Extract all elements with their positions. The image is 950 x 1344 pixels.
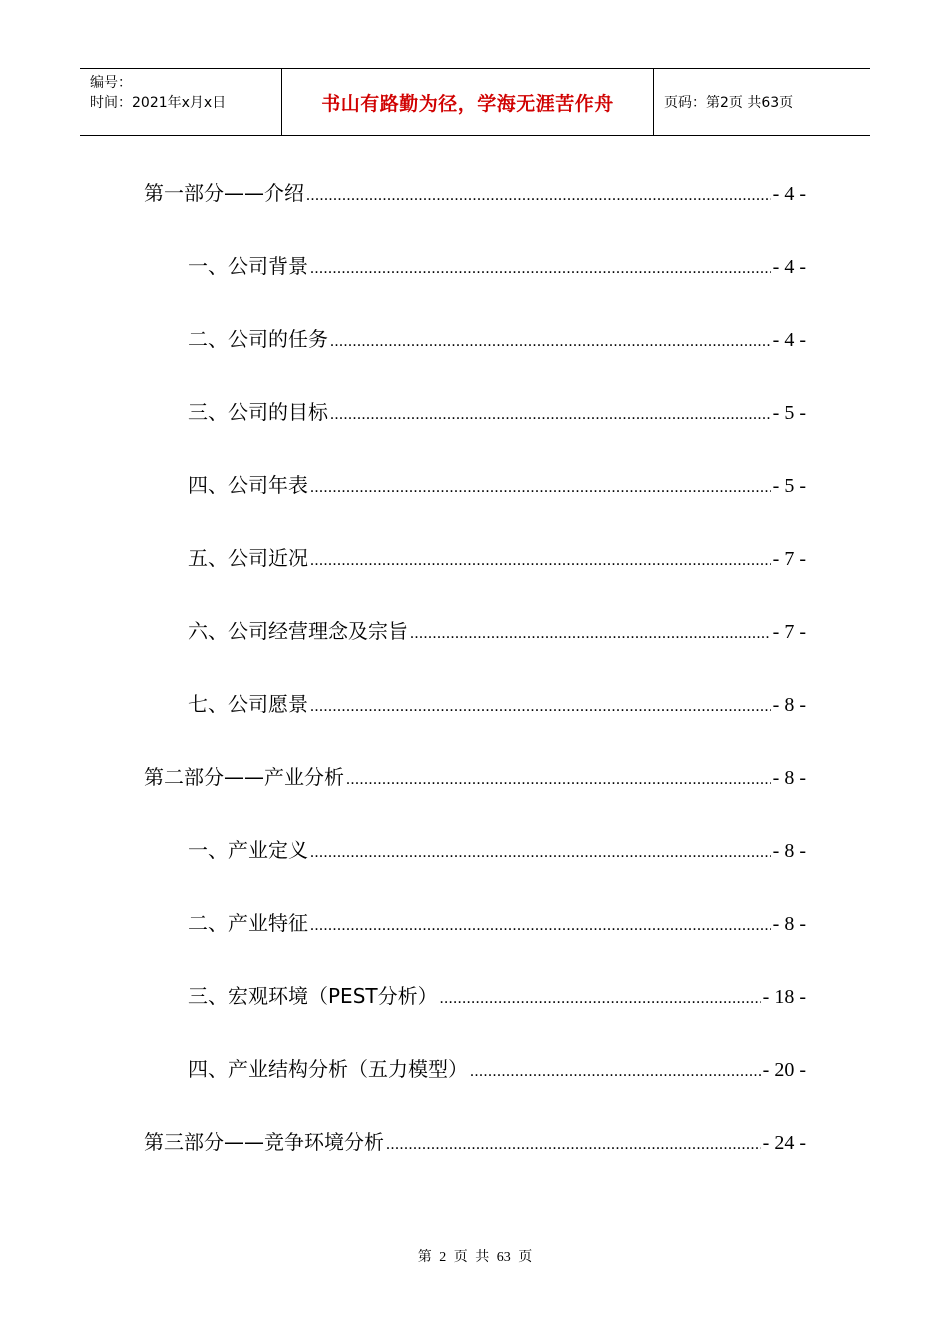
page-header	[80, 68, 870, 136]
toc-dot-leader	[310, 838, 771, 868]
toc-entry-title: 六、公司经营理念及宗旨	[188, 619, 408, 643]
toc-entry[interactable]	[188, 616, 806, 646]
toc-entry-page: - 24 -	[762, 1132, 806, 1154]
toc-entry-page: - 7 -	[772, 548, 806, 570]
toc-entry-title: 五、公司近况	[188, 546, 308, 570]
toc-entry-title: 三、公司的目标	[188, 400, 328, 424]
toc-entry[interactable]	[188, 324, 806, 354]
toc-entry-page: - 5 -	[772, 402, 806, 424]
toc-dot-leader	[440, 984, 761, 1014]
toc-entry[interactable]	[188, 835, 806, 865]
document-number-label: 编号：	[90, 75, 132, 91]
toc-dot-leader	[310, 692, 771, 722]
toc-entry-title: 一、产业定义	[188, 838, 308, 862]
toc-entry-page: - 18 -	[762, 986, 806, 1008]
toc-entry-page: - 8 -	[772, 840, 806, 862]
toc-entry-page: - 4 -	[772, 329, 806, 351]
toc-entry-page: - 20 -	[762, 1059, 806, 1081]
toc-dot-leader	[330, 327, 771, 357]
toc-entry-page: - 5 -	[772, 475, 806, 497]
toc-entry-page: - 4 -	[772, 183, 806, 205]
toc-entry-title: 二、公司的任务	[188, 327, 328, 351]
toc-entry-title: 二、产业特征	[188, 911, 308, 935]
toc-entry[interactable]	[188, 1054, 806, 1084]
toc-entry-page: - 8 -	[772, 767, 806, 789]
toc-entry[interactable]	[188, 908, 806, 938]
toc-dot-leader	[330, 400, 771, 430]
toc-dot-leader	[306, 181, 771, 211]
toc-entry[interactable]	[188, 470, 806, 500]
page-footer: 第 2 页 共 63 页	[417, 1250, 533, 1265]
toc-entry-page: - 7 -	[772, 621, 806, 643]
toc-entry[interactable]	[144, 178, 806, 208]
toc-entry-title: 第三部分——竞争环境分析	[144, 1130, 384, 1154]
toc-entry-title: 一、公司背景	[188, 254, 308, 278]
toc-entry[interactable]	[188, 689, 806, 719]
toc-dot-leader	[410, 619, 771, 649]
toc-entry-title: 第一部分——介绍	[144, 181, 304, 205]
toc-entry[interactable]	[188, 251, 806, 281]
toc-dot-leader	[310, 473, 771, 503]
toc-entry-page: - 4 -	[772, 256, 806, 278]
toc-entry-page: - 8 -	[772, 694, 806, 716]
header-page-info: 页码：第2页 共63页	[664, 95, 794, 111]
toc-entry[interactable]	[188, 981, 806, 1011]
toc-entry-title: 七、公司愿景	[188, 692, 308, 716]
toc-entry-page: - 8 -	[772, 913, 806, 935]
toc-dot-leader	[386, 1130, 761, 1160]
toc-dot-leader	[310, 546, 771, 576]
header-motto: 书山有路勤为径，学海无涯苦作舟	[282, 69, 654, 135]
toc-dot-leader	[310, 911, 771, 941]
toc-entry[interactable]	[144, 1127, 806, 1157]
toc-entry-title: 四、产业结构分析（五力模型）	[188, 1057, 468, 1081]
toc-dot-leader	[310, 254, 771, 284]
document-date-label: 时间：2021年x月x日	[90, 95, 227, 111]
toc-dot-leader	[470, 1057, 761, 1087]
header-info-cell	[80, 69, 282, 135]
toc-dot-leader	[346, 765, 771, 795]
toc-entry[interactable]	[144, 762, 806, 792]
toc-entry-title: 四、公司年表	[188, 473, 308, 497]
toc-entry-title: 第二部分——产业分析	[144, 765, 344, 789]
toc-entry[interactable]	[188, 397, 806, 427]
toc-entry[interactable]	[188, 543, 806, 573]
toc-entry-title: 三、宏观环境（PEST分析）	[188, 984, 438, 1008]
